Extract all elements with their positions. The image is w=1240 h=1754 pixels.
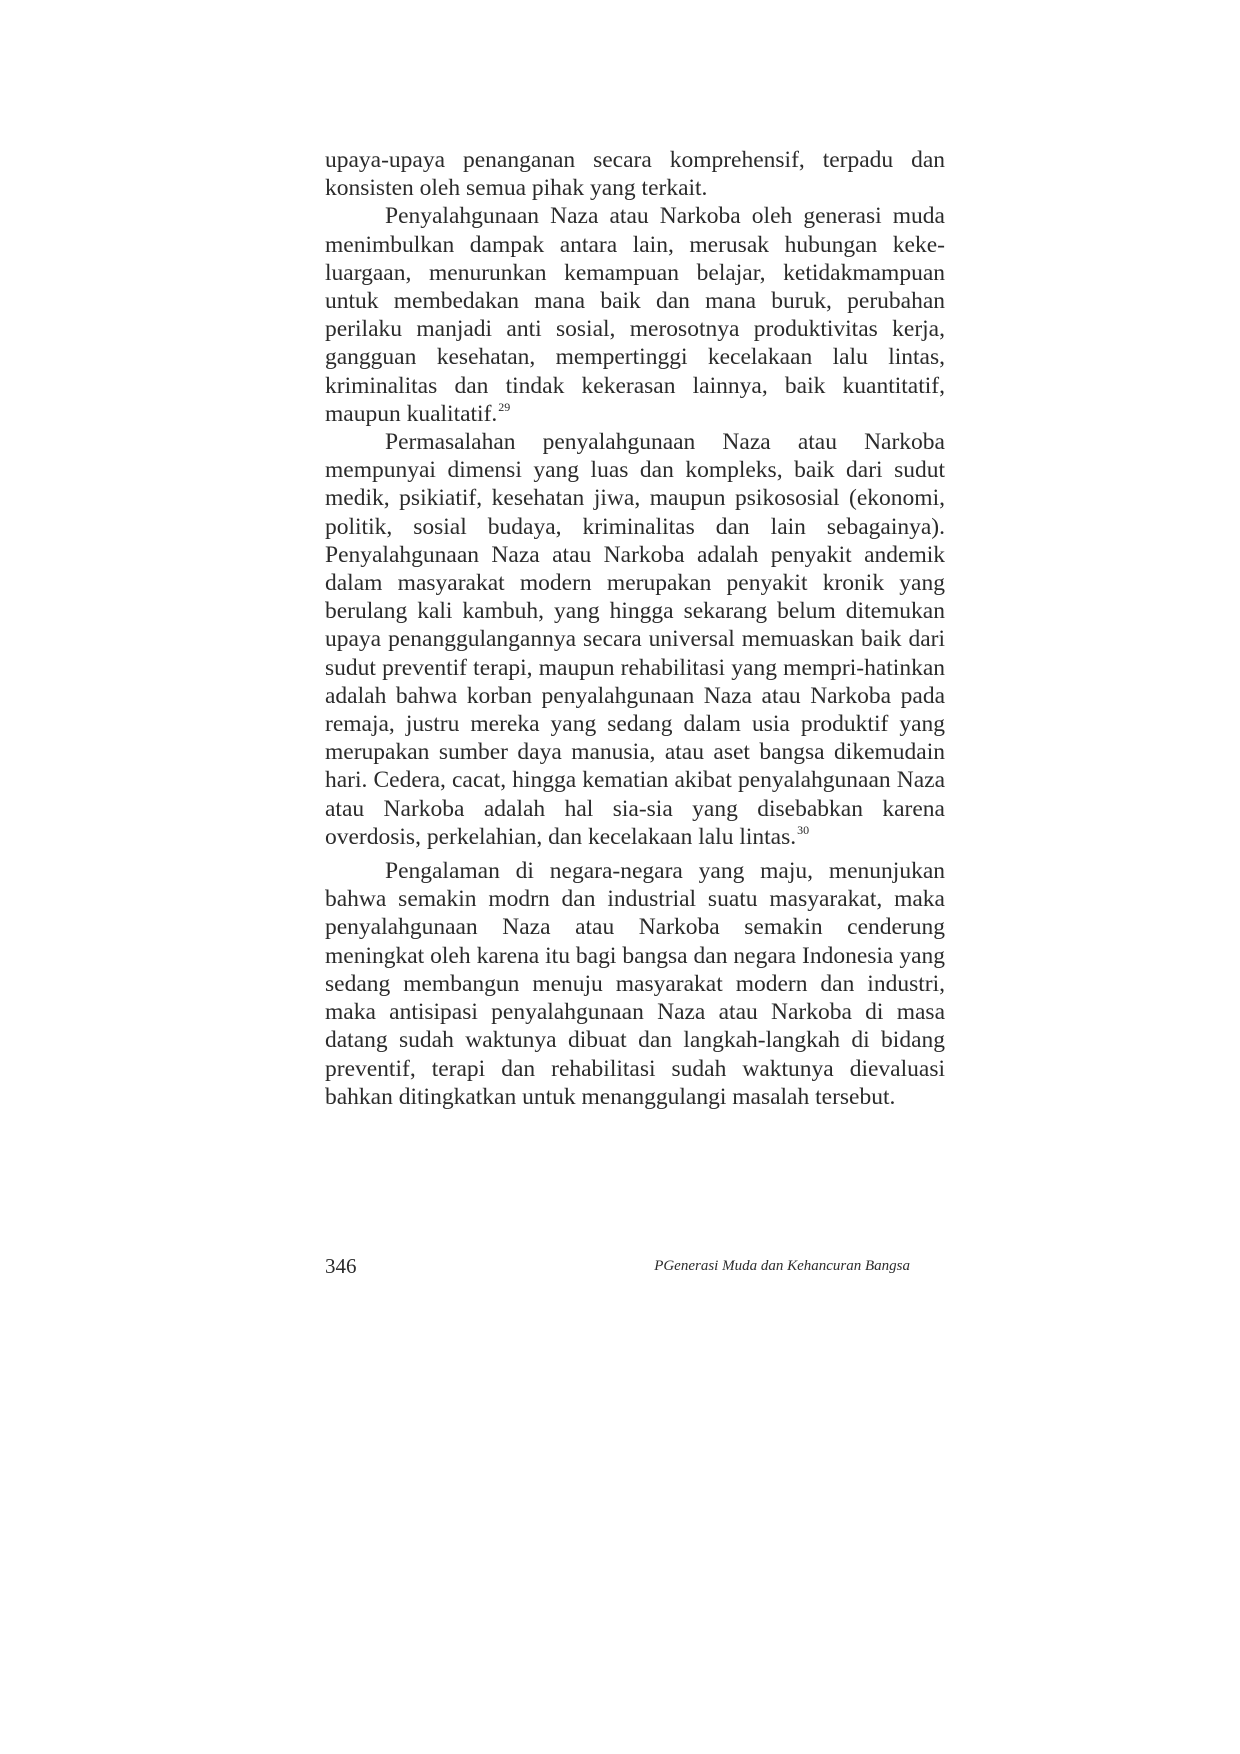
body-text [325, 146, 945, 1111]
paragraph-problems [325, 428, 945, 851]
paragraph-text: Permasalahan penyalahgunaan Naza atau Narkoba mempunyai dimensi yang luas dan kompleks, baik dari sudut medik, psikiatif, kesehatan jiwa, maupun psikososial (ekonomi, politik, sosial budaya, kriminalitas dan lain sebagainya). Penyalahgunaan Naza atau Narkoba adalah penyakit andemik dalam masyarakat modern merupakan penyakit kronik yang berulang kali kambuh, yang hingga sekarang belum ditemukan upaya penanggulangannya secara universal memuaskan baik dari sudut preventif terapi, maupun rehabilitasi yang mempri-hatinkan adalah bahwa korban penyalahgunaan Naza atau Narkoba pada remaja, justru mereka yang sedang dalam usia produktif yang merupakan sumber daya manusia, atau aset bangsa dikemudain hari. Cedera, cacat, hingga kematian akibat penyalahgunaan Naza atau Narkoba adalah hal sia-sia yang disebabkan karena overdosis, perkelahian, dan kecelakaan lalu lintas. [325, 429, 945, 850]
paragraph-text: Pengalaman di negara-negara yang maju, menunjukan bahwa semakin modrn dan industrial suatu masyarakat, maka penyalahgunaan Naza atau Narkoba semakin cenderung meningkat oleh karena itu bagi bangsa dan negara Indonesia yang sedang membangun menuju masyarakat modern dan industri, maka antisipasi penyalahgunaan Naza atau Narkoba di masa datang sudah waktunya dibuat dan langkah-langkah di bidang preventif, terapi dan rehabilitasi sudah waktunya dievaluasi bahkan ditingkatkan untuk menanggulangi masalah tersebut. [325, 858, 945, 1110]
paragraph-text: Penyalahgunaan Naza atau Narkoba oleh generasi muda menimbulkan dampak antara lain, merusak hubungan keke-luargaan, menurunkan kemampuan belajar, ketidakmampuan untuk membedakan mana baik dan mana buruk, perubahan perilaku manjadi anti sosial, merosotnya produktivitas kerja, gangguan kesehatan, mempertinggi kecelakaan lalu lintas, kriminalitas dan tindak kekerasan lainnya, baik kuantitatif, maupun kualitatif. [325, 203, 945, 427]
paragraph-impacts [325, 202, 945, 428]
paragraph-continuation [325, 146, 945, 202]
running-title: PGenerasi Muda dan Kehancuran Bangsa [654, 1258, 910, 1274]
footnote-marker: 30 [797, 822, 810, 837]
footnote-marker: 29 [498, 399, 511, 414]
page-number: 346 [325, 1254, 357, 1278]
paragraph-experience [325, 857, 945, 1111]
page-footer [325, 1254, 910, 1284]
paragraph-text: upaya-upaya penanganan secara komprehensif, terpadu dan konsisten oleh semua pihak yang terkait. [325, 147, 945, 202]
